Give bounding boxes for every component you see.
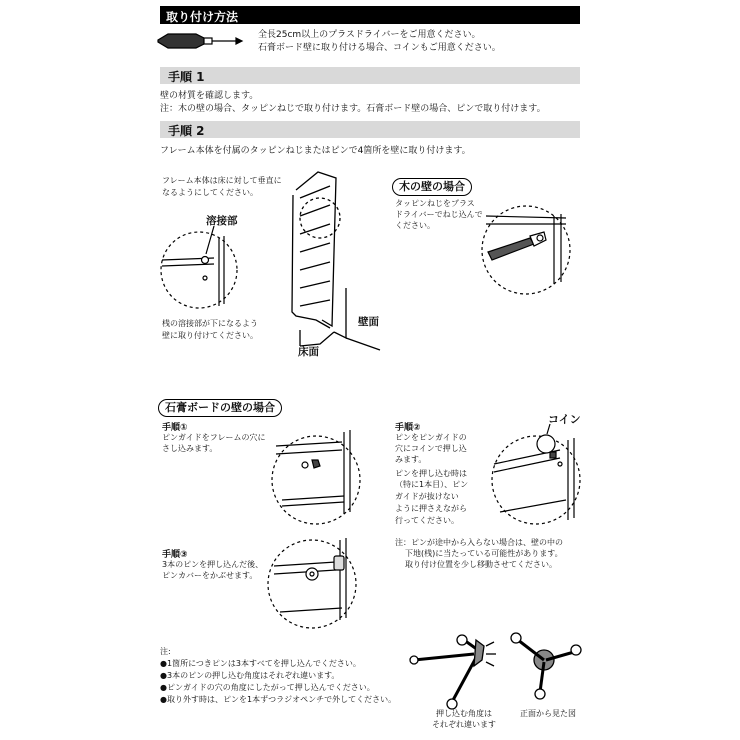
step1-line-2: 注：木の壁の場合、タッピンねじで取り付けます。石膏ボード壁の場合、ピンで取り付けます。: [160, 104, 546, 114]
gypsum-note-1: 注：ピンが途中から入らない場合は、壁の中の: [395, 538, 563, 547]
gypsum-step2-zoom: [492, 424, 580, 524]
wood-wall-title: 木の壁の場合: [392, 178, 472, 196]
gypsum-s2-line-3: みます。: [395, 455, 427, 464]
notes-item-2: ●3本のピンの押し込む角度はそれぞれ違います。: [160, 671, 340, 680]
frame-note-1: フレーム本体は床に対して垂直に: [162, 176, 282, 185]
wood-line-2: ドライバーでねじ込んで: [395, 210, 483, 219]
step2-header: [160, 121, 580, 138]
frame-note-2: なるようにしてください。: [162, 188, 258, 197]
step2-title: 手順 2: [168, 124, 205, 138]
notes-head: 注:: [160, 647, 171, 656]
gypsum-s1-head: 手順①: [162, 423, 188, 433]
step1-header: [160, 67, 580, 84]
step1-title: 手順 1: [168, 70, 205, 84]
gypsum-s2-line-8: 行ってください。: [395, 516, 459, 525]
tools-line-1: 全長25cm以上のプラスドライバーをご用意ください。: [258, 30, 481, 40]
tools-line-2: 石膏ボード壁に取り付ける場合、コインもご用意ください。: [258, 43, 501, 53]
step2-intro: フレーム本体を付属のタッピンねじまたはピンで4箇所を壁に取り付けます。: [160, 146, 471, 156]
gypsum-step3-zoom: [268, 538, 356, 628]
gypsum-title: 石膏ボードの壁の場合: [158, 399, 282, 417]
gypsum-s2-line-4: ピンを押し込む時は: [395, 469, 467, 478]
gypsum-note-2: 下地(桟)に当たっている可能性があります。: [405, 549, 563, 558]
gypsum-s3-line-1: 3本のピンを押し込んだ後、: [162, 560, 264, 569]
wood-wall-zoom: [482, 206, 570, 294]
weld-note-1: 桟の溶接部が下になるよう: [162, 319, 258, 328]
angle-caption-1: 押し込む角度は: [436, 709, 492, 718]
front-view-illustration: [511, 633, 581, 699]
gypsum-s2-line-6: ガイドが抜けない: [395, 492, 459, 501]
weld-label: 溶接部: [206, 215, 238, 227]
gypsum-s3-head: 手順③: [162, 550, 188, 560]
gypsum-s2-line-1: ピンをピンガイドの: [395, 433, 467, 442]
gypsum-s2-line-2: 穴にコインで押し込: [395, 444, 467, 453]
weld-note-2: 壁に取り付けてください。: [162, 331, 258, 340]
page-title: 取り付け方法: [166, 10, 239, 24]
notes-item-1: ●1箇所につきピンは3本すべてを押し込んでください。: [160, 659, 361, 668]
pin-angle-illustration: [410, 635, 496, 709]
gypsum-s1-line-2: さし込みます。: [162, 444, 218, 453]
gypsum-s1-line-1: ピンガイドをフレームの穴に: [162, 433, 266, 442]
floor-label: 床面: [298, 346, 319, 358]
gypsum-s3-line-2: ピンカバーをかぶせます。: [162, 571, 258, 580]
gypsum-note-3: 取り付け位置を少し移動させてください。: [405, 560, 557, 569]
notes-item-4: ●取り外す時は、ピンを1本ずつラジオペンチで外してください。: [160, 695, 397, 704]
gypsum-s2-line-5: （特に1本目）、ピン: [395, 480, 469, 489]
wood-line-3: ください。: [395, 221, 435, 230]
wood-line-1: タッピンねじをプラス: [395, 199, 475, 208]
angle-caption-2: それぞれ違います: [432, 720, 496, 729]
step1-line-1: 壁の材質を確認します。: [160, 91, 259, 101]
screwdriver-icon: [158, 34, 242, 48]
wall-label: 壁面: [358, 316, 379, 328]
weld-zoom: [161, 226, 237, 308]
notes-item-3: ●ピンガイドの穴の角度にしたがって押し込んでください。: [160, 683, 375, 692]
gypsum-s2-head: 手順②: [395, 423, 421, 433]
front-view-caption: 正面から見た図: [520, 709, 576, 718]
gypsum-s2-line-7: ように押さえながら: [395, 504, 467, 513]
gypsum-step1-zoom: [272, 430, 360, 524]
coin-label: コイン: [548, 413, 581, 426]
